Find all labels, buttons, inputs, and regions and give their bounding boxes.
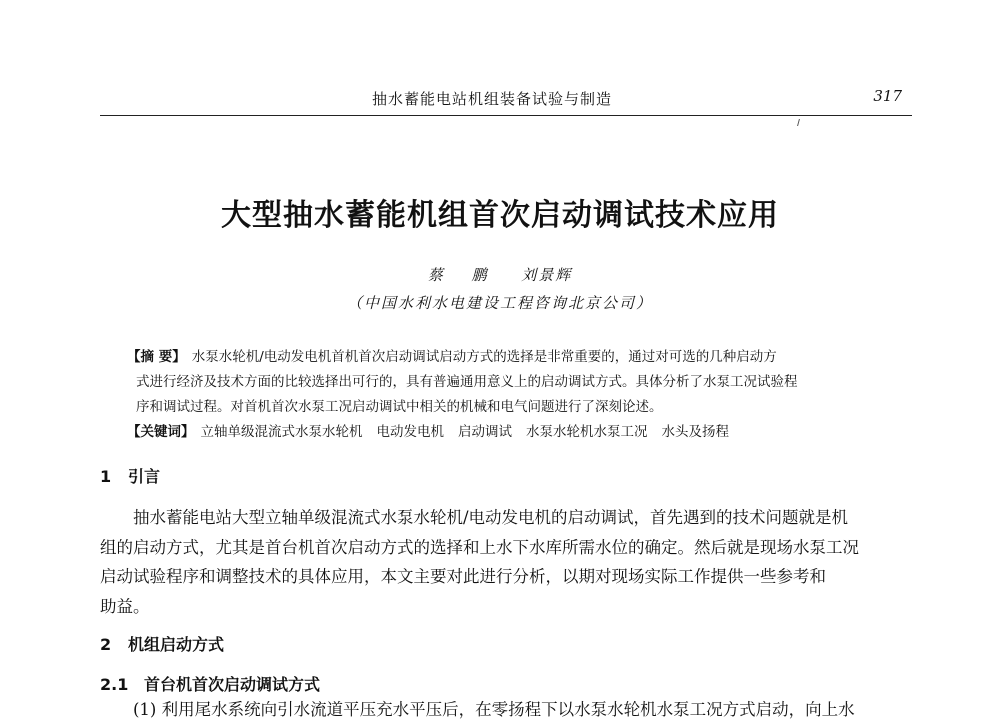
paragraph-line: (1) 利用尾水系统向引水流道平压充水平压后，在零扬程下以水泵水轮机水泵工况方式启动，向上水 <box>133 700 855 719</box>
running-header <box>100 88 912 112</box>
section-heading-startup-mode <box>100 632 224 655</box>
header-rule <box>100 115 912 116</box>
paragraph-line: 启动试验程序和调整技术的具体应用，本文主要对此进行分析，以期对现场实际工作提供一些参考和 <box>100 567 826 586</box>
scan-mark <box>797 119 800 126</box>
abstract-block <box>127 345 912 445</box>
abstract-text: 水泵水轮机/电动发电机首机首次启动调试启动方式的选择是非常重要的，通过对可选的几种启动方 <box>191 349 777 365</box>
running-title: 抽水蓄能电站机组装备试验与制造 <box>372 90 613 108</box>
paragraph-line: 助益。 <box>100 596 150 616</box>
abstract-line: 式进行经济及技术方面的比较选择出可行的，具有普遍通用意义上的启动调试方式。具体分析了水泵工况试验程 <box>136 374 798 390</box>
paragraph-line: 抽水蓄能电站大型立轴单级混流式水泵水轮机/电动发电机的启动调试，首先遇到的技术问题就是机 <box>133 508 849 527</box>
abstract-label: 【摘 要】 <box>127 349 186 365</box>
author-name: 蔡 鹏 <box>427 266 499 284</box>
keyword: 水泵水轮机水泵工况 <box>526 424 648 440</box>
section-number: 2 <box>100 635 112 654</box>
introduction-paragraph <box>100 503 912 621</box>
abstract-line <box>127 345 912 370</box>
keyword: 立轴单级混流式水泵水轮机 <box>200 424 363 440</box>
page-number: 317 <box>873 87 902 105</box>
author-affiliation: （中国水利水电建设工程咨询北京公司） <box>346 294 653 312</box>
keyword: 水头及扬程 <box>661 424 729 440</box>
section-title: 引言 <box>128 467 161 486</box>
subsection-title: 首台机首次启动调试方式 <box>144 675 321 694</box>
subsection-heading-first-startup <box>100 672 320 695</box>
keywords-label: 【关键词】 <box>127 424 195 440</box>
author-name: 刘景辉 <box>521 266 573 284</box>
keyword: 电动发电机 <box>376 424 444 440</box>
abstract-line: 序和调试过程。对首机首次水泵工况启动调试中相关的机械和电气问题进行了深刻论述。 <box>136 399 663 415</box>
keywords-line <box>127 420 912 445</box>
author-list <box>0 264 1000 285</box>
subsection-paragraph <box>100 695 912 725</box>
keyword: 启动调试 <box>458 424 512 440</box>
section-number: 1 <box>100 467 112 486</box>
paper-title: 大型抽水蓄能机组首次启动调试技术应用 <box>221 198 779 233</box>
paragraph-line: 组的启动方式，尤其是首台机首次启动方式的选择和上水下水库所需水位的确定。然后就是现场水泵工况 <box>100 537 859 557</box>
section-heading-introduction <box>100 464 160 487</box>
subsection-number: 2.1 <box>100 675 129 694</box>
section-title: 机组启动方式 <box>128 635 225 654</box>
